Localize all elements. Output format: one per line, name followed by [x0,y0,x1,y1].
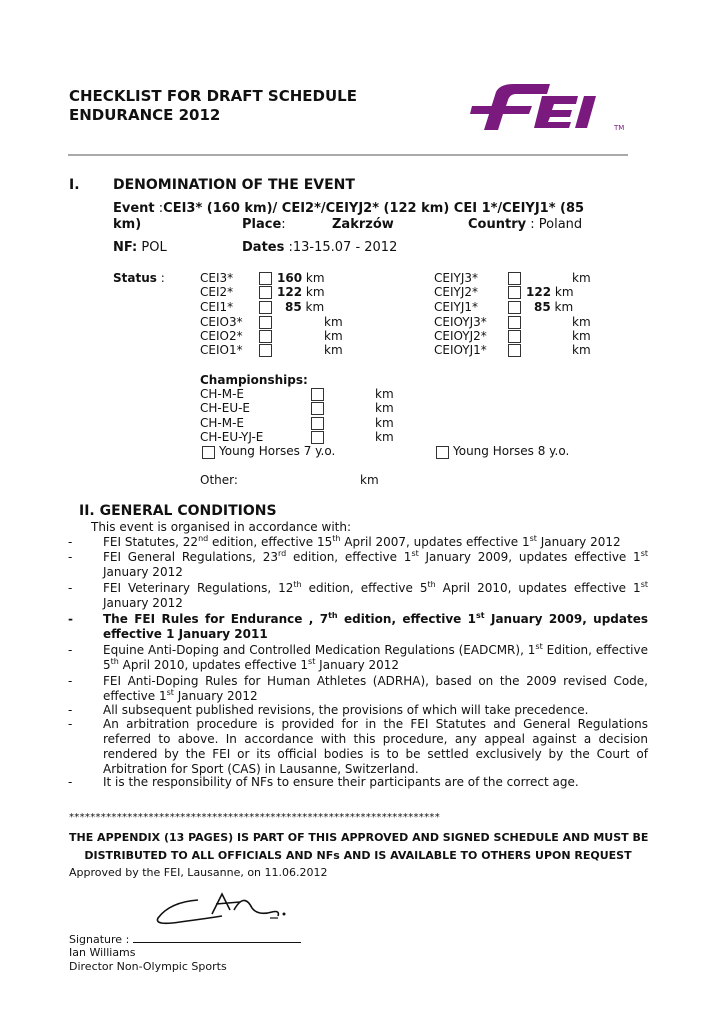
status-row: CEIOYJ2* [434,329,487,343]
list-item: - FEI Anti-Doping Rules for Human Athletes (ADRHA), based on the 2009 revised Code, effective 1st January 2012 [68,674,648,703]
status-checkbox[interactable] [259,330,272,343]
signature-line [133,932,301,943]
status-row: CEIOYJ1* [434,343,487,357]
status-checkbox[interactable] [259,316,272,329]
status-row: CEIO3* [200,315,243,329]
list-item: - FEI Statutes, 22nd edition, effective 15th April 2007, updates effective 1st January 2012 [68,534,621,549]
event-line1: Event :CEI3* (160 km)/ CEI2*/CEIYJ2* (122 km) CEI 1*/CEIYJ1* (85 [113,201,585,216]
nf-value: POL [141,240,167,255]
status-field: Status : [113,271,165,285]
page-title-line2: ENDURANCE 2012 [69,106,221,124]
young-horses-7-label: Young Horses 7 y.o. [219,444,336,458]
fei-logo [470,80,630,136]
status-row: CEIYJ3* [434,271,479,285]
approval-line: Approved by the FEI, Lausanne, on 11.06.2012 [69,866,328,879]
event-value-cont: km) [113,217,142,232]
appendix-note-line1: THE APPENDIX (13 PAGES) IS PART OF THIS APPROVED AND SIGNED SCHEDULE AND MUST BE [69,831,649,844]
other-label: Other: [200,473,238,487]
other-unit: km [360,473,379,487]
list-item: - FEI General Regulations, 23rd edition, effective 1st January 2009, updates effective 1st January 2012 [68,549,649,579]
country-label: Country [468,217,527,232]
dates-label: Dates [242,240,285,255]
star-divider: ********************************************************************** [69,812,440,823]
trademark: TM [614,124,625,132]
list-item: - The FEI Rules for Endurance , 7th edition, effective 1st January 2009, updates effective 1 January 2011 [68,611,648,641]
event-value: CEI3* (160 km)/ CEI2*/CEIYJ2* (122 km) CEI 1*/CEIYJ1* (85 [163,201,585,216]
country-value: Poland [538,217,583,232]
section2-heading: II. GENERAL CONDITIONS [79,503,277,519]
status-row: CEIYJ2* [434,285,479,299]
status-checkbox[interactable] [259,286,272,299]
nf-label: NF: [113,240,138,255]
young-horses-8-checkbox[interactable] [436,446,449,459]
event-label: Event [113,201,155,216]
status-checkbox[interactable] [508,330,521,343]
championship-checkbox[interactable] [311,402,324,415]
status-row: CEIO2* [200,329,243,343]
section1-number: I. [69,177,80,193]
dates-value: 13-15.07 - 2012 [292,240,398,255]
list-item: - It is the responsibility of NFs to ensure their participants are of the correct age. [68,775,579,789]
place-value: Zakrzów [332,217,394,232]
status-row: CEI1* [200,300,234,314]
list-item: - All subsequent published revisions, the provisions of which will take precedence. [68,703,589,717]
nf-field [113,240,167,255]
country-field: Country : Poland [468,217,583,232]
section2-intro: This event is organised in accordance with: [91,520,352,534]
status-checkbox[interactable] [508,301,521,314]
championship-checkbox[interactable] [311,431,324,444]
status-row: CEI3* [200,271,234,285]
championship-row: CH-EU-YJ-E [200,430,264,444]
fei-logo-graphic [470,80,630,136]
signature-field [69,932,301,946]
signatory-title: Director Non-Olympic Sports [69,960,227,973]
young-horses-8-label: Young Horses 8 y.o. [453,444,570,458]
status-row: CEIO1* [200,343,243,357]
status-checkbox[interactable] [508,344,521,357]
status-checkbox[interactable] [259,301,272,314]
championship-row: CH-M-E [200,416,244,430]
appendix-note-line2: DISTRIBUTED TO ALL OFFICIALS AND NFs AND IS AVAILABLE TO OTHERS UPON REQUEST [84,849,632,862]
dates-field: Dates :13-15.07 - 2012 [242,240,398,255]
status-row: CEIOYJ3* [434,315,487,329]
championship-checkbox[interactable] [311,417,324,430]
championships-label: Championships: [200,373,308,387]
championship-row: CH-EU-E [200,401,251,415]
signature-label: Signature : [69,933,130,946]
status-checkbox[interactable] [508,316,521,329]
signatory-name: Ian Williams [69,946,136,959]
page-title-line1: CHECKLIST FOR DRAFT SCHEDULE [69,87,357,105]
young-horses-7-checkbox[interactable] [202,446,215,459]
status-checkbox[interactable] [259,272,272,285]
list-item: - FEI Veterinary Regulations, 12th edition, effective 5th April 2010, updates effective 1st January 2012 [68,580,648,610]
status-row: CEIYJ1* [434,300,479,314]
header-divider [68,154,628,156]
handwritten-signature [150,888,290,928]
championship-checkbox[interactable] [311,388,324,401]
status-label: Status [113,271,157,285]
status-checkbox[interactable] [508,272,521,285]
list-item: - An arbitration procedure is provided for in the FEI Statutes and General Regulations referred to above. In accordance with this procedure, any appeal against a decision rendered by the FEI or its official bodies is to be settled exclusively by the Court of Arbitration for Sport (CAS) in Lausanne, Switzerland. [68,717,648,776]
status-row: CEI2* [200,285,234,299]
list-item: - Equine Anti-Doping and Controlled Medication Regulations (EADCMR), 1st Edition, effective 5th April 2010, updates effective 1st January 2012 [68,642,648,672]
championship-row: CH-M-E [200,387,244,401]
place-label: Place [242,217,282,232]
section1-heading: DENOMINATION OF THE EVENT [113,177,355,193]
status-checkbox[interactable] [259,344,272,357]
status-checkbox[interactable] [508,286,521,299]
place-field: Place: [242,217,286,232]
